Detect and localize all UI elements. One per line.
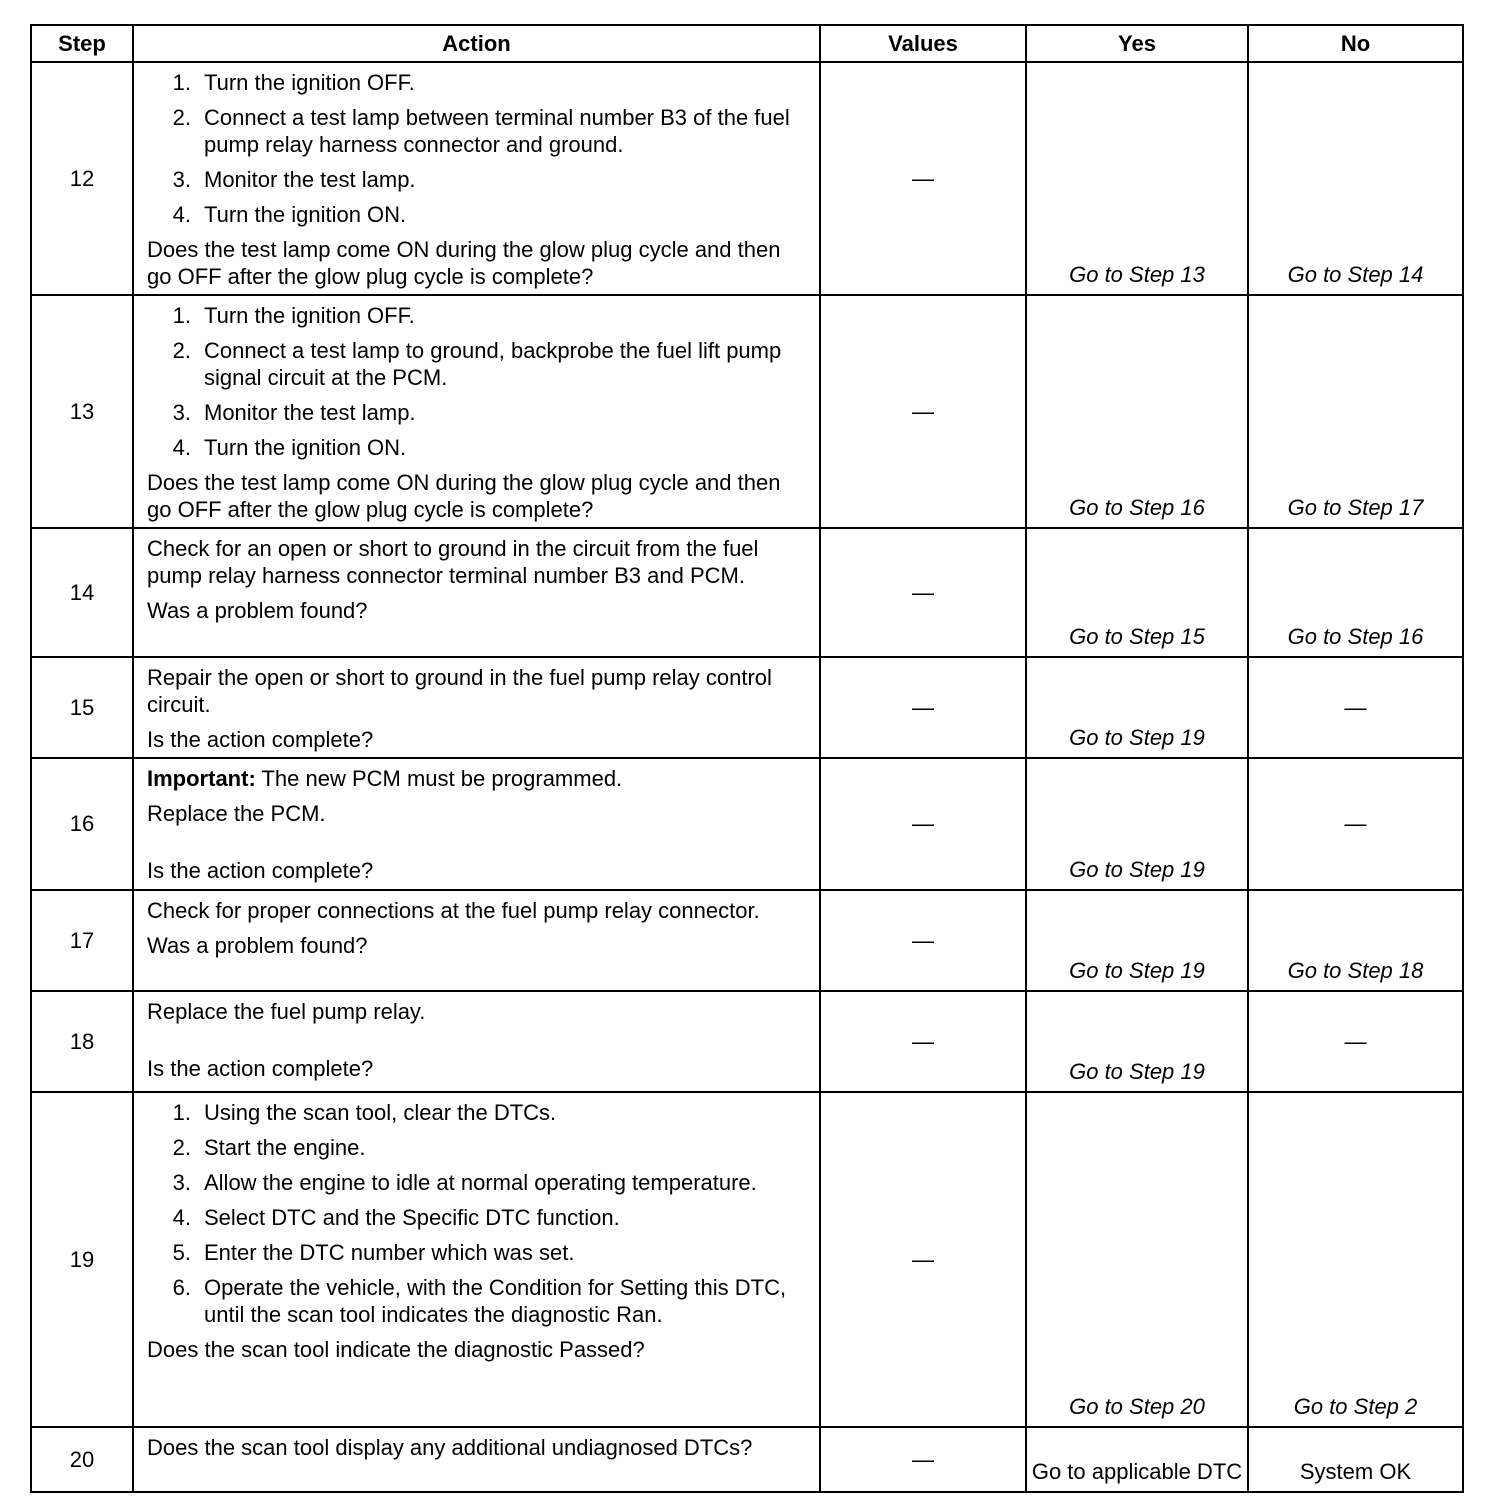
action-question: Does the scan tool display any additional undiagnosed DTCs? bbox=[147, 1435, 753, 1460]
header-row bbox=[31, 25, 1463, 62]
step-number: 15 bbox=[31, 657, 133, 758]
action-cell bbox=[133, 991, 820, 1092]
step-number: 20 bbox=[31, 1427, 133, 1492]
action-cell bbox=[133, 62, 820, 295]
table-row bbox=[31, 758, 1463, 890]
values-cell: — bbox=[820, 991, 1026, 1092]
values-cell: — bbox=[820, 1092, 1026, 1427]
table-row bbox=[31, 528, 1463, 657]
table-row bbox=[31, 1427, 1463, 1492]
values-cell: — bbox=[820, 890, 1026, 991]
values-cell: — bbox=[820, 758, 1026, 890]
step-number: 18 bbox=[31, 991, 133, 1092]
values-cell: — bbox=[820, 528, 1026, 657]
list-item: 1. Using the scan tool, clear the DTCs. bbox=[172, 1100, 557, 1125]
header-no: No bbox=[1248, 25, 1463, 62]
action-text: Check for an open or short to ground in the circuit from the fuel pump relay harness connector terminal number B3 and PCM. bbox=[147, 536, 759, 588]
step-number: 17 bbox=[31, 890, 133, 991]
table-row bbox=[31, 890, 1463, 991]
diagnostic-table bbox=[30, 24, 1464, 1493]
action-question: Was a problem found? bbox=[147, 933, 368, 958]
action-question: Does the test lamp come ON during the glow plug cycle and then go OFF after the glow plug cycle is complete? bbox=[147, 237, 781, 289]
header-values: Values bbox=[820, 25, 1026, 62]
list-item: 3. Allow the engine to idle at normal operating temperature. bbox=[172, 1170, 757, 1195]
action-question: Does the test lamp come ON during the glow plug cycle and then go OFF after the glow plug cycle is complete? bbox=[147, 470, 781, 522]
action-text: Repair the open or short to ground in the fuel pump relay control circuit. bbox=[147, 665, 772, 717]
yes-cell: Go to Step 20 bbox=[1026, 1092, 1248, 1427]
table-row bbox=[31, 1092, 1463, 1427]
no-cell: Go to Step 18 bbox=[1248, 890, 1463, 991]
no-cell: Go to Step 14 bbox=[1248, 62, 1463, 295]
no-cell: Go to Step 17 bbox=[1248, 295, 1463, 528]
yes-cell: Go to Step 19 bbox=[1026, 758, 1248, 890]
action-cell bbox=[133, 1092, 820, 1427]
list-item: 6. Operate the vehicle, with the Condition for Setting this DTC, until the scan tool indicates the diagnostic Ran. bbox=[172, 1275, 787, 1327]
yes-cell: Go to Step 16 bbox=[1026, 295, 1248, 528]
action-text: Check for proper connections at the fuel pump relay connector. bbox=[147, 898, 760, 923]
action-cell bbox=[133, 1427, 820, 1492]
action-question: Was a problem found? bbox=[147, 598, 368, 623]
no-cell: — bbox=[1248, 991, 1463, 1092]
header-yes: Yes bbox=[1026, 25, 1248, 62]
list-item: 2. Connect a test lamp between terminal number B3 of the fuel pump relay harness connector and ground. bbox=[172, 105, 790, 157]
important-text: The new PCM must be programmed. bbox=[255, 766, 623, 791]
action-list bbox=[147, 1099, 809, 1328]
no-cell: System OK bbox=[1248, 1427, 1463, 1492]
list-item: 3. Monitor the test lamp. bbox=[172, 167, 416, 192]
step-number: 12 bbox=[31, 62, 133, 295]
action-question: Is the action complete? bbox=[147, 1056, 374, 1081]
step-number: 13 bbox=[31, 295, 133, 528]
action-question: Is the action complete? bbox=[147, 727, 374, 752]
action-list bbox=[147, 69, 809, 228]
table-row bbox=[31, 295, 1463, 528]
action-cell bbox=[133, 758, 820, 890]
action-cell bbox=[133, 890, 820, 991]
important-label: Important: bbox=[147, 766, 256, 791]
step-number: 19 bbox=[31, 1092, 133, 1427]
values-cell: — bbox=[820, 1427, 1026, 1492]
yes-cell: Go to Step 15 bbox=[1026, 528, 1248, 657]
list-item: 1. Turn the ignition OFF. bbox=[172, 303, 415, 328]
action-question: Does the scan tool indicate the diagnostic Passed? bbox=[147, 1337, 645, 1362]
list-item: 4. Select DTC and the Specific DTC function. bbox=[172, 1205, 620, 1230]
step-number: 14 bbox=[31, 528, 133, 657]
no-cell: Go to Step 16 bbox=[1248, 528, 1463, 657]
action-cell bbox=[133, 295, 820, 528]
list-item: 4. Turn the ignition ON. bbox=[172, 435, 407, 460]
list-item: 1. Turn the ignition OFF. bbox=[172, 70, 415, 95]
no-cell: Go to Step 2 bbox=[1248, 1092, 1463, 1427]
no-cell: — bbox=[1248, 657, 1463, 758]
yes-cell: Go to Step 19 bbox=[1026, 657, 1248, 758]
yes-cell: Go to Step 13 bbox=[1026, 62, 1248, 295]
action-cell bbox=[133, 657, 820, 758]
yes-cell: Go to applicable DTC bbox=[1026, 1427, 1248, 1492]
list-item: 3. Monitor the test lamp. bbox=[172, 400, 416, 425]
header-action: Action bbox=[133, 25, 820, 62]
list-item: 4. Turn the ignition ON. bbox=[172, 202, 407, 227]
action-text: Replace the fuel pump relay. bbox=[147, 999, 426, 1024]
list-item: 5. Enter the DTC number which was set. bbox=[172, 1240, 575, 1265]
values-cell: — bbox=[820, 657, 1026, 758]
action-cell bbox=[133, 528, 820, 657]
list-item: 2. Connect a test lamp to ground, backprobe the fuel lift pump signal circuit at the PCM. bbox=[172, 338, 782, 390]
important-note bbox=[147, 765, 809, 792]
table-row bbox=[31, 991, 1463, 1092]
action-question: Is the action complete? bbox=[147, 858, 374, 883]
action-text: Replace the PCM. bbox=[147, 801, 326, 826]
action-list bbox=[147, 302, 809, 461]
table-row bbox=[31, 62, 1463, 295]
table-row bbox=[31, 657, 1463, 758]
step-number: 16 bbox=[31, 758, 133, 890]
yes-cell: Go to Step 19 bbox=[1026, 890, 1248, 991]
yes-cell: Go to Step 19 bbox=[1026, 991, 1248, 1092]
values-cell: — bbox=[820, 295, 1026, 528]
header-step: Step bbox=[31, 25, 133, 62]
no-cell: — bbox=[1248, 758, 1463, 890]
values-cell: — bbox=[820, 62, 1026, 295]
list-item: 2. Start the engine. bbox=[172, 1135, 366, 1160]
